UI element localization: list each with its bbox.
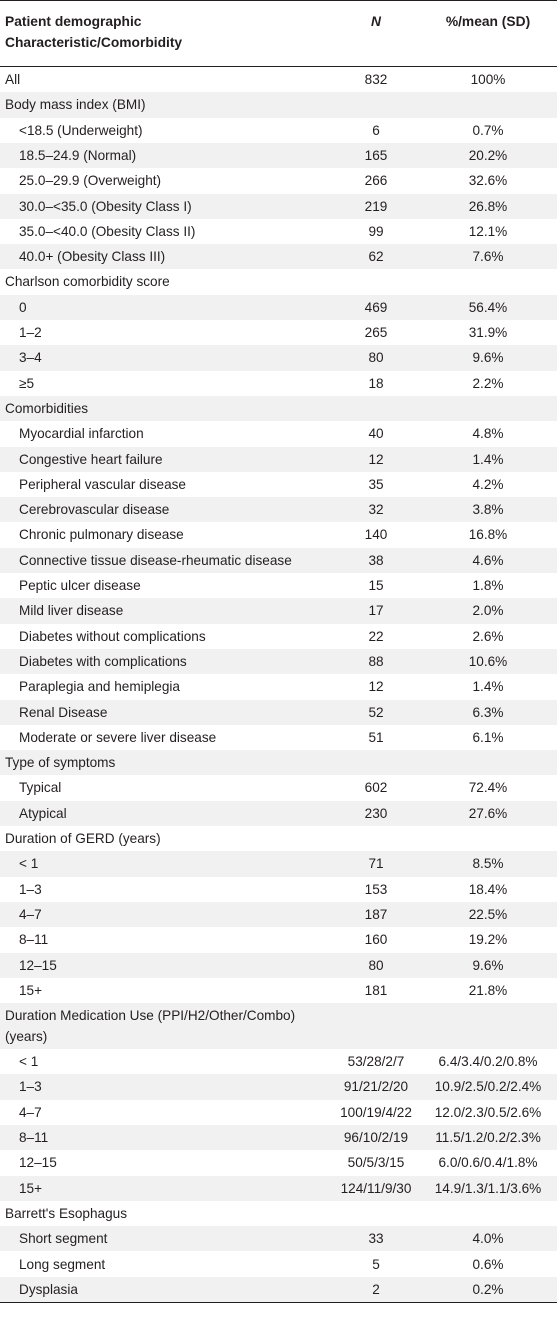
- table-row: [0, 1049, 557, 1074]
- row-label: Duration of GERD (years): [5, 831, 161, 846]
- row-n-value: 80: [368, 957, 384, 973]
- row-n-value: [336, 826, 416, 851]
- table-row: [0, 447, 557, 472]
- row-n-value: 80: [368, 350, 384, 366]
- row-n-value: 88: [368, 653, 384, 669]
- row-pct-value: 1.8%: [472, 578, 504, 593]
- row-label: Comorbidities: [5, 400, 89, 416]
- row-pct-value: 18.4%: [468, 881, 508, 897]
- row-label: Renal Disease: [19, 704, 108, 720]
- table-row: [0, 472, 557, 497]
- row-label: 15+: [19, 982, 43, 998]
- row-n-value: 832: [364, 72, 388, 87]
- row-n-value: 33: [368, 1231, 384, 1247]
- row-label: All: [5, 72, 21, 87]
- table-bottom-rule: [0, 1302, 557, 1303]
- row-pct-value: [422, 396, 554, 421]
- row-n-value: 62: [368, 249, 384, 265]
- row-label: 3–4: [19, 350, 42, 366]
- row-pct-value: 0.6%: [472, 1256, 504, 1272]
- table-row: [0, 396, 557, 421]
- table-row: [0, 67, 557, 92]
- row-n-value: 230: [364, 805, 388, 821]
- table-row: [0, 902, 557, 927]
- row-n-value: [336, 269, 416, 294]
- row-pct-value: 22.5%: [468, 906, 508, 922]
- row-pct-value: 7.6%: [472, 249, 504, 265]
- row-n-value: [336, 1003, 416, 1028]
- row-label: Peptic ulcer disease: [19, 578, 141, 593]
- row-pct-value: 21.8%: [468, 982, 508, 998]
- table-row: [0, 548, 557, 573]
- row-label: 1–3: [19, 881, 42, 897]
- row-label: 1–2: [19, 325, 42, 340]
- row-pct-value: 100%: [470, 72, 506, 87]
- row-n-value: 15: [368, 578, 384, 593]
- row-label: 35.0–<40.0 (Obesity Class II): [19, 223, 196, 239]
- table-row: [0, 801, 557, 826]
- row-label: 4–7: [19, 906, 42, 922]
- row-n-value: 32: [368, 502, 384, 518]
- table-row: [0, 1100, 557, 1125]
- row-n-value: 160: [364, 932, 388, 948]
- row-label: Typical: [19, 780, 62, 796]
- row-n-value: 140: [364, 527, 388, 543]
- table-row: [0, 371, 557, 396]
- row-label: Charlson comorbidity score: [5, 274, 170, 290]
- header-label-line2: Characteristic/Comorbidity: [5, 35, 183, 50]
- table-row: [0, 700, 557, 725]
- row-label: Type of symptoms: [5, 755, 116, 771]
- table-row: [0, 497, 557, 522]
- row-n-value: [336, 396, 416, 421]
- table-row: [0, 295, 557, 320]
- row-label: Connective tissue disease-rheumatic disease: [19, 552, 292, 568]
- row-n-value: 153: [364, 881, 388, 897]
- table-row: [0, 320, 557, 345]
- row-pct-value: 6.0/0.6/0.4/1.8%: [438, 1155, 538, 1171]
- row-pct-value: 6.1%: [472, 729, 504, 745]
- row-n-value: 187: [364, 906, 388, 922]
- row-pct-value: 12.1%: [468, 223, 508, 239]
- row-n-value: 22: [368, 628, 384, 644]
- row-n-value: [336, 92, 416, 117]
- table-row: [0, 421, 557, 446]
- row-n-value: 12: [368, 679, 384, 695]
- row-label: 4–7: [19, 1104, 42, 1120]
- row-n-value: 219: [364, 198, 388, 214]
- row-label: 15+: [19, 1180, 43, 1196]
- row-label: 8–11: [19, 1130, 49, 1145]
- table-row: [0, 1252, 557, 1277]
- row-pct-value: 9.6%: [472, 957, 504, 973]
- header-pct-column: %/mean (SD): [445, 14, 531, 29]
- row-label: Moderate or severe liver disease: [19, 729, 217, 745]
- table-row: [0, 1277, 557, 1302]
- row-pct-value: 0.2%: [472, 1281, 504, 1297]
- row-pct-value: 32.6%: [468, 173, 508, 189]
- row-n-value: 51: [368, 729, 384, 745]
- table-row: [0, 725, 557, 750]
- table-row: [0, 345, 557, 370]
- table-row: [0, 826, 557, 851]
- row-n-value: 602: [364, 780, 388, 796]
- table-row: [0, 851, 557, 876]
- row-n-value: 53/28/2/7: [347, 1054, 405, 1070]
- row-n-value: 12: [368, 451, 384, 467]
- row-n-value: 100/19/4/22: [340, 1104, 412, 1120]
- row-n-value: 50/5/3/15: [347, 1155, 405, 1171]
- row-n-value: 265: [364, 325, 388, 340]
- row-n-value: 17: [368, 603, 384, 619]
- row-n-value: 71: [368, 856, 384, 872]
- row-label: Peripheral vascular disease: [19, 476, 186, 492]
- row-n-value: 91/21/2/20: [343, 1079, 409, 1095]
- table-row: [0, 118, 557, 143]
- table-row: [0, 649, 557, 674]
- row-label: Diabetes with complications: [19, 653, 187, 669]
- row-label: 40.0+ (Obesity Class III): [19, 249, 166, 265]
- row-label: Chronic pulmonary disease: [19, 527, 184, 543]
- row-label: Myocardial infarction: [19, 426, 144, 442]
- row-n-value: 35: [368, 476, 384, 492]
- table-row: [0, 1176, 557, 1201]
- row-pct-value: [422, 1201, 554, 1226]
- row-label: 12–15: [19, 957, 57, 973]
- row-pct-value: 2.2%: [472, 375, 504, 391]
- row-label: Congestive heart failure: [19, 451, 163, 467]
- row-label: 30.0–<35.0 (Obesity Class I): [19, 198, 192, 214]
- table-row: [0, 1226, 557, 1251]
- table-row: [0, 953, 557, 978]
- table-row: [0, 194, 557, 219]
- row-label: Atypical: [19, 805, 67, 821]
- table-row: [0, 269, 557, 294]
- row-label: Barrett's Esophagus: [5, 1205, 127, 1221]
- row-n-value: 124/11/9/30: [340, 1180, 412, 1196]
- row-label: 0: [19, 299, 27, 315]
- row-label: 12–15: [19, 1155, 57, 1171]
- header-label-line1: Patient demographic: [5, 14, 142, 29]
- table-row: [0, 92, 557, 117]
- table-row: [0, 877, 557, 902]
- row-pct-value: 12.0/2.3/0.5/2.6%: [434, 1104, 542, 1120]
- table-row: [0, 624, 557, 649]
- row-n-value: 38: [368, 552, 384, 568]
- header-n-column: N: [371, 14, 381, 29]
- row-label: 1–3: [19, 1079, 42, 1095]
- row-pct-value: 2.0%: [472, 603, 504, 619]
- table-row: [0, 1074, 557, 1099]
- row-pct-value: 6.4/3.4/0.2/0.8%: [438, 1054, 538, 1070]
- row-pct-value: 4.6%: [472, 552, 504, 568]
- table-row: [0, 1003, 557, 1049]
- row-pct-value: [422, 92, 554, 117]
- row-pct-value: [422, 269, 554, 294]
- row-label: Cerebrovascular disease: [19, 502, 170, 518]
- table-row: [0, 1201, 557, 1226]
- row-pct-value: 56.4%: [468, 299, 508, 315]
- row-pct-value: 8.5%: [472, 856, 504, 872]
- row-pct-value: 1.4%: [472, 679, 504, 695]
- row-n-value: 469: [364, 299, 388, 315]
- row-pct-value: 72.4%: [468, 780, 508, 796]
- row-pct-value: 31.9%: [468, 325, 508, 340]
- table-row: [0, 1125, 557, 1150]
- table-row: [0, 573, 557, 598]
- row-n-value: [336, 750, 416, 775]
- table-row: [0, 978, 557, 1003]
- row-label: 18.5–24.9 (Normal): [19, 147, 137, 163]
- row-pct-value: 10.6%: [468, 653, 508, 669]
- row-n-value: 165: [364, 147, 388, 163]
- row-label: Long segment: [19, 1256, 106, 1272]
- table-row: [0, 219, 557, 244]
- row-n-value: 266: [364, 173, 388, 189]
- table-row: [0, 143, 557, 168]
- row-pct-value: 20.2%: [468, 147, 508, 163]
- row-label: ≥5: [19, 375, 35, 391]
- row-label: Diabetes without complications: [19, 628, 206, 644]
- row-pct-value: 0.7%: [472, 122, 504, 138]
- row-n-value: 6: [372, 122, 380, 138]
- table-row: [0, 927, 557, 952]
- table-row: [0, 168, 557, 193]
- row-label: <18.5 (Underweight): [19, 122, 143, 138]
- row-label: 8–11: [19, 932, 49, 948]
- row-pct-value: 19.2%: [468, 932, 508, 948]
- row-n-value: 18: [368, 375, 384, 391]
- row-pct-value: 10.9/2.5/0.2/2.4%: [434, 1079, 542, 1095]
- row-pct-value: [422, 826, 554, 851]
- table-row: [0, 775, 557, 800]
- row-n-value: 96/10/2/19: [343, 1130, 409, 1145]
- row-label: Paraplegia and hemiplegia: [19, 679, 180, 695]
- row-pct-value: 14.9/1.3/1.1/3.6%: [434, 1180, 542, 1196]
- row-label: Duration Medication Use (PPI/H2/Other/Combo) (years): [5, 1008, 296, 1045]
- table-row: [0, 674, 557, 699]
- row-pct-value: 11.5/1.2/0.2/2.3%: [435, 1130, 541, 1145]
- row-pct-value: 3.8%: [472, 502, 504, 518]
- table-row: [0, 244, 557, 269]
- row-label: < 1: [19, 856, 39, 872]
- row-n-value: 99: [368, 223, 384, 239]
- row-pct-value: 4.0%: [472, 1231, 504, 1247]
- row-pct-value: 4.8%: [472, 426, 504, 442]
- table-row: [0, 1150, 557, 1175]
- row-n-value: 5: [372, 1256, 380, 1272]
- row-pct-value: 6.3%: [472, 704, 504, 720]
- table-row: [0, 522, 557, 547]
- row-label: Body mass index (BMI): [5, 97, 146, 113]
- row-pct-value: 9.6%: [472, 350, 504, 366]
- row-pct-value: 4.2%: [472, 476, 504, 492]
- row-label: Mild liver disease: [19, 603, 124, 619]
- table-row: [0, 598, 557, 623]
- row-pct-value: [422, 1003, 554, 1028]
- row-label: < 1: [19, 1054, 39, 1070]
- row-label: Short segment: [19, 1231, 108, 1247]
- row-n-value: 40: [368, 426, 384, 442]
- row-pct-value: 27.6%: [468, 805, 508, 821]
- row-pct-value: [422, 750, 554, 775]
- row-label: Dysplasia: [19, 1281, 78, 1297]
- row-label: 25.0–29.9 (Overweight): [19, 173, 162, 189]
- table-row: [0, 750, 557, 775]
- row-pct-value: 16.8%: [468, 527, 508, 543]
- row-n-value: 52: [368, 704, 384, 720]
- row-pct-value: 26.8%: [468, 198, 508, 214]
- row-pct-value: 1.4%: [472, 451, 504, 467]
- row-n-value: 181: [364, 982, 388, 998]
- row-n-value: 2: [372, 1281, 380, 1297]
- row-pct-value: 2.6%: [472, 628, 504, 644]
- row-n-value: [336, 1201, 416, 1226]
